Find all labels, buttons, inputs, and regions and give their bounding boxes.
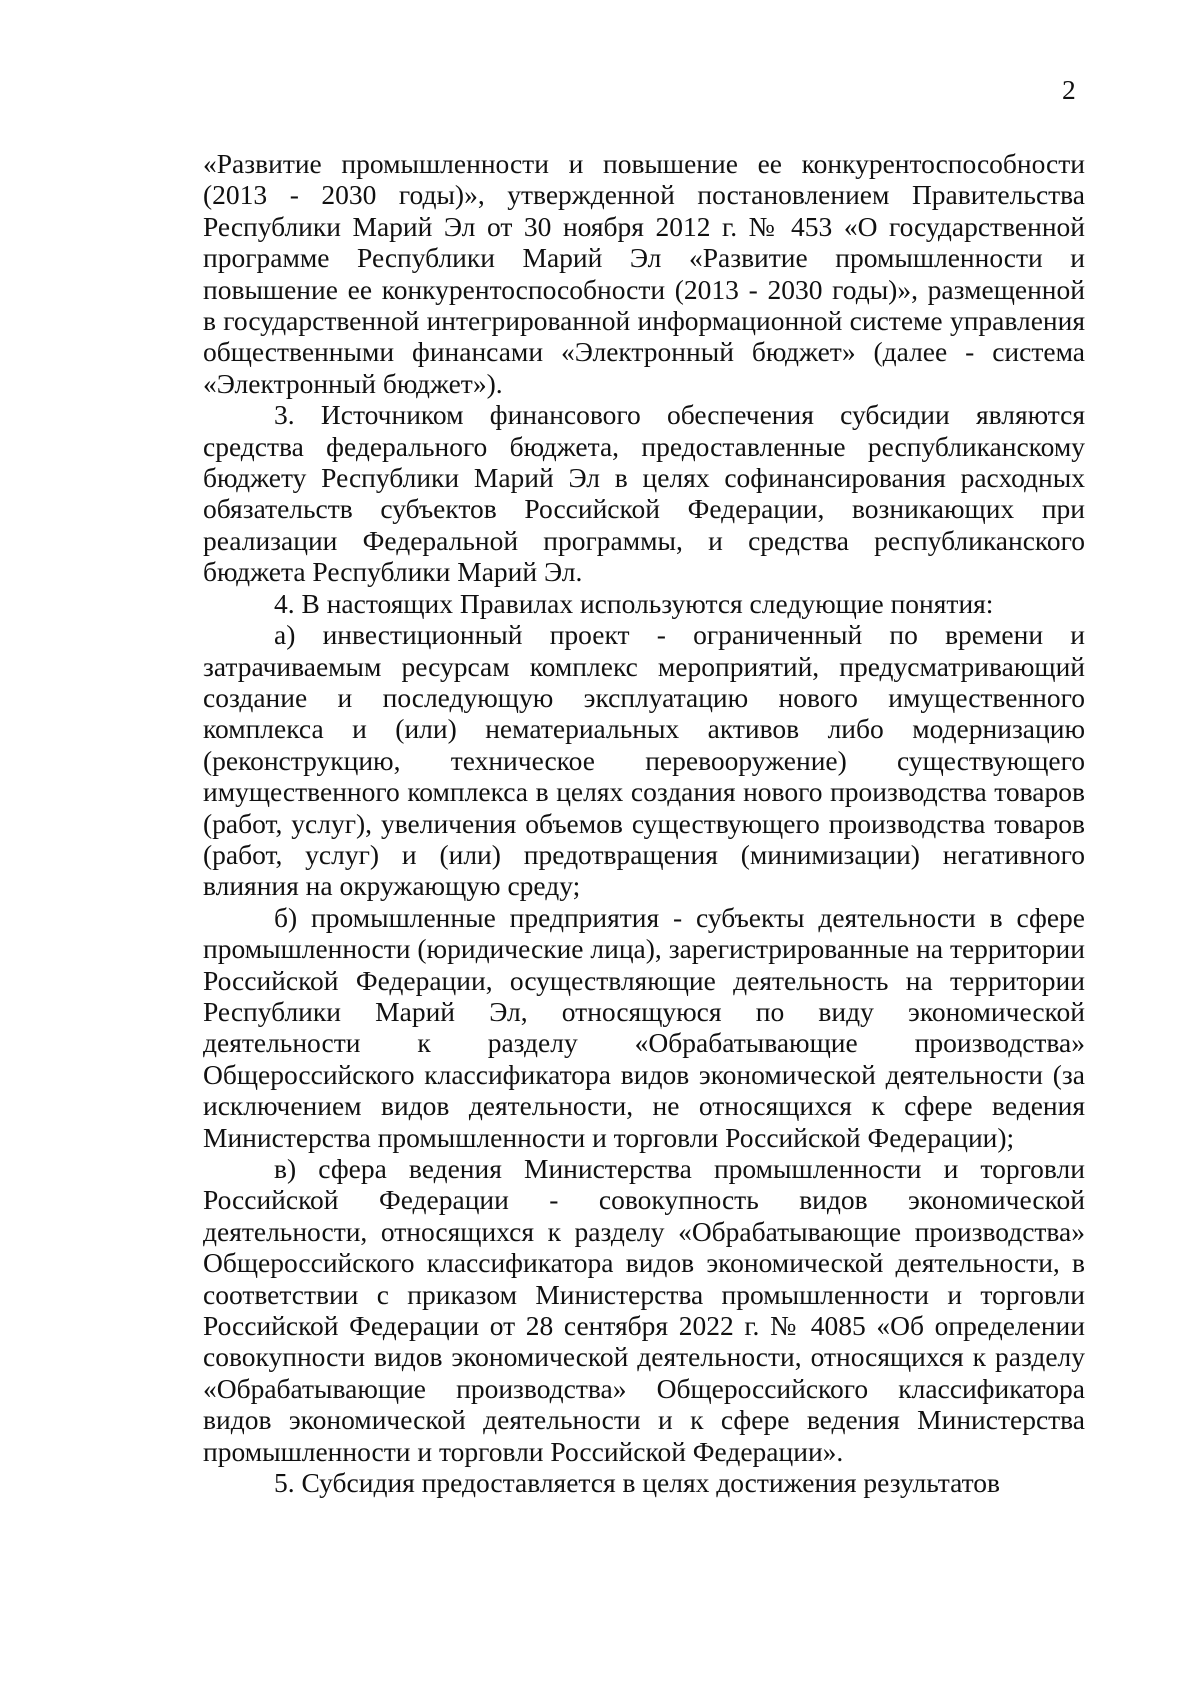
- paragraph-item-3-funding-source: 3. Источником финансового обеспечения субсидии являются средства федерального бюджета, предоставленные республиканскому бюджету Республики Марий Эл в целях софинансирования расходных обязательств субъектов Российской Федерации, возникающих при реализации Федеральной программы, и средства республиканского бюджета Республики Марий Эл.: [203, 399, 1085, 588]
- paragraph-item-5-subsidy-purpose: 5. Субсидия предоставляется в целях достижения результатов: [274, 1467, 1000, 1499]
- paragraph-item-4-definitions-intro: 4. В настоящих Правилах используются следующие понятия:: [274, 587, 994, 619]
- paragraph-definition-c-ministry-sphere: в) сфера ведения Министерства промышленности и торговли Российской Федерации - совокупность видов экономической деятельности, относящихся к разделу «Обрабатывающие производства» Общероссийского классификатора видов экономической деятельности, в соответствии с приказом Министерства промышленности и торговли Российской Федерации от 28 сентября 2022 г. № 4085 «Об определении совокупности видов экономической деятельности, относящихся к разделу «Обрабатывающие производства» Общероссийского классификатора видов экономической деятельности и к сфере ведения Министерства промышленности и торговли Российской Федерации».: [203, 1153, 1085, 1467]
- page-number: 2: [1062, 74, 1076, 105]
- paragraph-definition-a-investment-project: а) инвестиционный проект - ограниченный по времени и затрачиваемым ресурсам комплекс мероприятий, предусматривающий создание и последующую эксплуатацию нового имущественного комплекса и (или) нематериальных активов либо модернизацию (реконструкцию, техническое перевооружение) существующего имущественного комплекса в целях создания нового производства товаров (работ, услуг), увеличения объемов существующего производства товаров (работ, услуг) и (или) предотвращения (минимизации) негативного влияния на окружающую среду;: [203, 619, 1085, 902]
- paragraph-definition-b-industrial-enterprises: б) промышленные предприятия - субъекты деятельности в сфере промышленности (юридические лица), зарегистрированные на территории Российской Федерации, осуществляющие деятельность на территории Республики Марий Эл, относящуюся по виду экономической деятельности к разделу «Обрабатывающие производства» Общероссийского классификатора видов экономической деятельности (за исключением видов деятельности, не относящихся к сфере ведения Министерства промышленности и торговли Российской Федерации);: [203, 901, 1085, 1153]
- document-body: [203, 148, 1085, 1498]
- paragraph-program-reference: «Развитие промышленности и повышение ее конкурентоспособности (2013 - 2030 годы)», утвержденной постановлением Правительства Республики Марий Эл от 30 ноября 2012 г. № 453 «О государственной программе Республики Марий Эл «Развитие промышленности и повышение ее конкурентоспособности (2013 - 2030 годы)», размещенной в государственной интегрированной информационной системе управления общественными финансами «Электронный бюджет» (далее - система «Электронный бюджет»).: [203, 148, 1085, 399]
